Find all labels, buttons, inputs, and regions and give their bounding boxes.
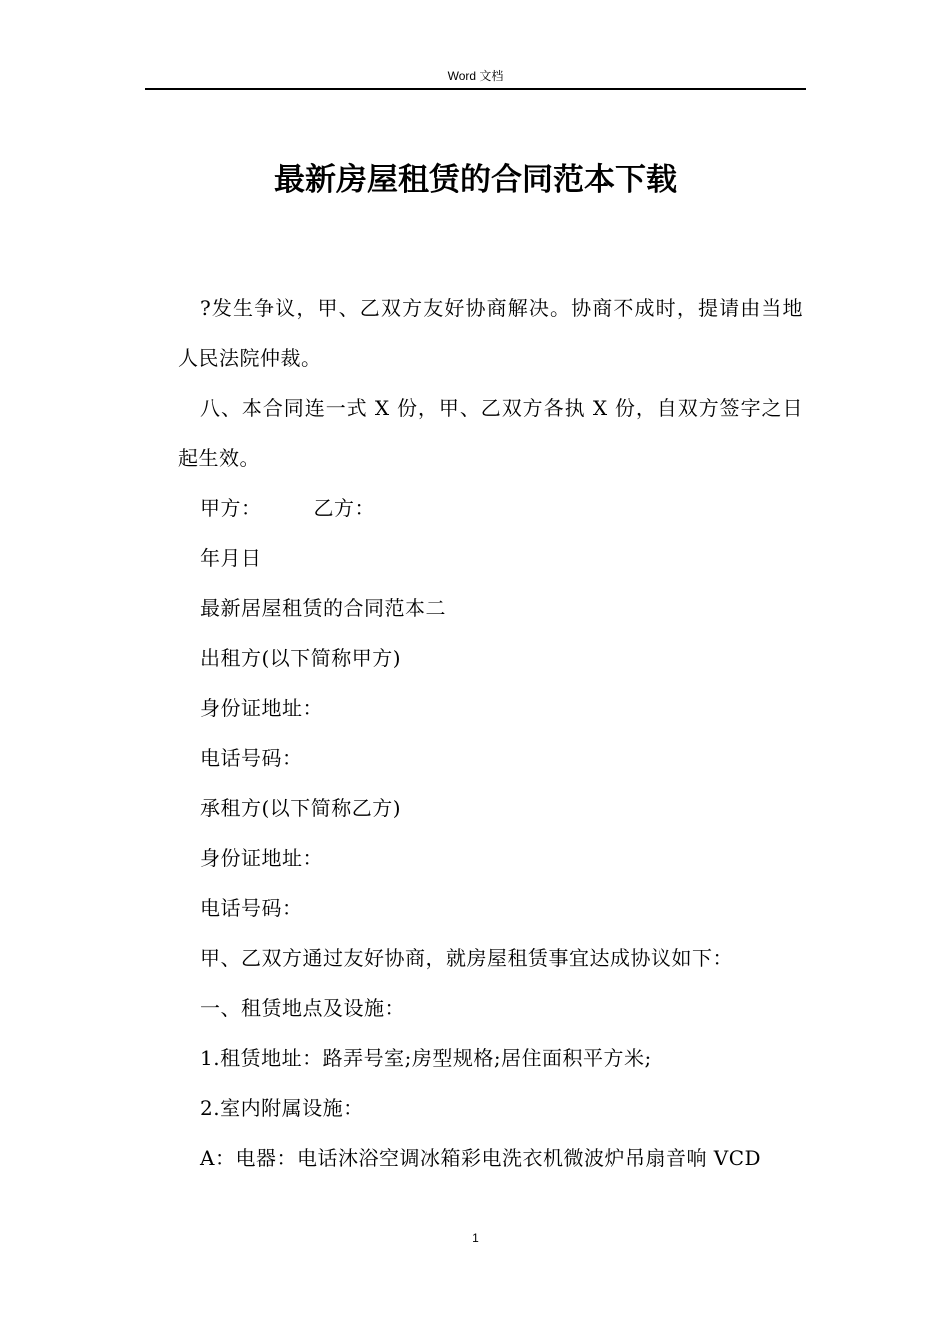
party-b-label: 乙方： <box>313 496 375 520</box>
lessee-phone: 电话号码： <box>200 896 303 920</box>
page-footer <box>145 1228 806 1248</box>
signature-line <box>178 483 803 533</box>
document-body <box>178 283 803 1183</box>
party-a-label: 甲方： <box>200 496 262 520</box>
lessor-phone: 电话号码： <box>200 746 303 770</box>
document-title: 最新房屋租赁的合同范本下载 <box>274 162 677 198</box>
facilities-item: 2.室内附属设施： <box>200 1096 364 1120</box>
header-text: Word 文档 <box>447 69 504 83</box>
paragraph-copies: 八、本合同连一式 X 份，甲、乙双方各执 X 份，自双方签字之日起生效。 <box>178 396 803 470</box>
page-number: 1 <box>472 1231 479 1245</box>
agreement-intro: 甲、乙双方通过友好协商，就房屋租赁事宜达成协议如下： <box>200 946 733 970</box>
lessee-id-address: 身份证地址： <box>200 846 323 870</box>
page-header <box>145 66 806 90</box>
rental-address-item: 1.租赁地址：路弄号室;房型规格;居住面积平方米; <box>200 1046 652 1070</box>
paragraph-dispute: ?发生争议，甲、乙双方友好协商解决。协商不成时，提请由当地人民法院仲裁。 <box>178 296 803 370</box>
lessee-label: 承租方(以下简称乙方) <box>200 796 402 820</box>
contract-two-heading: 最新居屋租赁的合同范本二 <box>200 596 446 620</box>
lessor-id-address: 身份证地址： <box>200 696 323 720</box>
appliances-item: A：电器：电话沐浴空调冰箱彩电洗衣机微波炉吊扇音响 VCD <box>200 1146 762 1170</box>
date-line: 年月日 <box>200 546 262 570</box>
section-one-heading: 一、租赁地点及设施： <box>200 996 405 1020</box>
lessor-label: 出租方(以下简称甲方) <box>200 646 402 670</box>
